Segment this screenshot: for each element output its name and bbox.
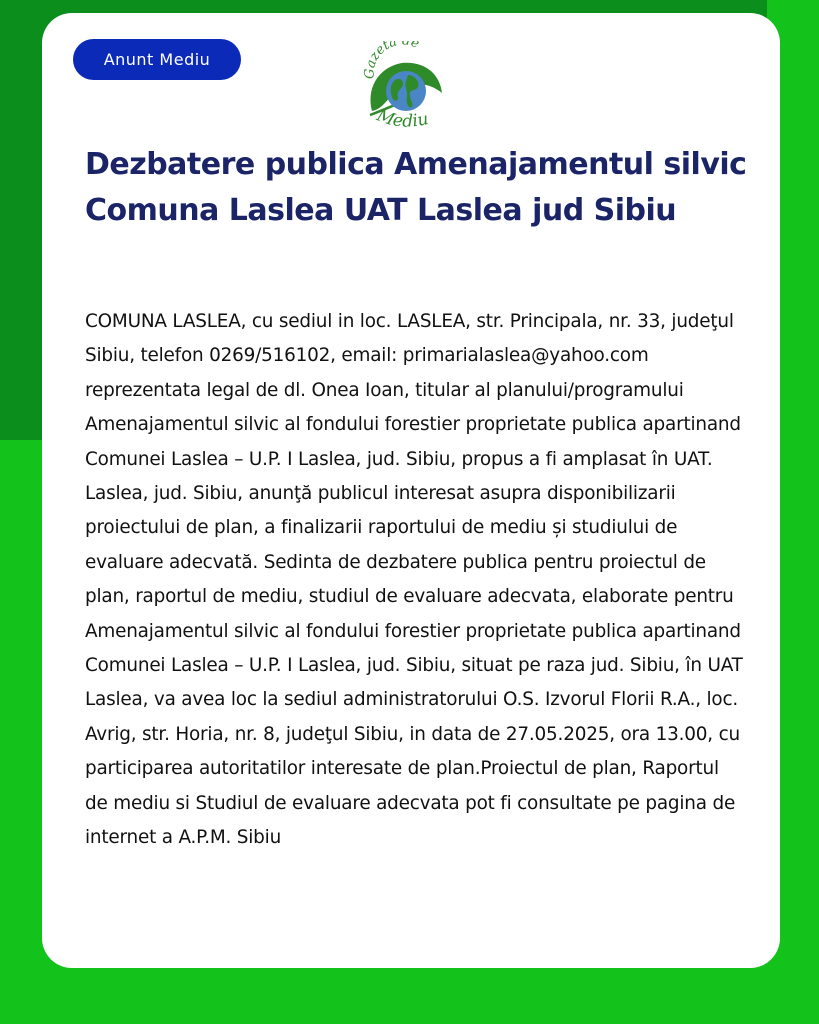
announcement-card: [42, 13, 780, 968]
gazeta-de-mediu-logo: [356, 41, 448, 131]
logo-graphic: [356, 41, 448, 131]
logo-text-top: Gazeta de: [362, 41, 422, 80]
logo-text-bottom: Mediu: [374, 105, 431, 131]
category-badge[interactable]: Anunt Mediu: [73, 39, 241, 80]
article-body: COMUNA LASLEA, cu sediul in loc. LASLEA, str. Principala, nr. 33, judeţul Sibiu, telefon 0269/516102, email: primarialaslea@yahoo.com reprezentata legal de dl. Onea Ioan, titular al planului/programului Amenajamentul silvic al fondului forestier proprietate publica apartinand Comunei Laslea – U.P. I Laslea, jud. Sibiu, propus a fi amplasat în UAT. Laslea, jud. Sibiu, anunţă publicul interesat asupra disponibilizarii proiectului de plan, a finalizarii raportului de mediu și studiului de evaluare adecvată. Sedinta de dezbatere publica pentru proiectul de plan, raportul de mediu, studiul de evaluare adecvata, elaborate pentru Amenajamentul silvic al fondului forestier proprietate publica apartinand Comunei Laslea – U.P. I Laslea, jud. Sibiu, situat pe raza jud. Sibiu, în UAT Laslea, va avea loc la sediul administratorului O.S. Izvorul Florii R.A., loc. Avrig, str. Horia, nr. 8, judeţul Sibiu, in data de 27.05.2025, ora 13.00, cu participarea autoritatilor interesate de plan.Proiectul de plan, Raportul de mediu si Studiul de evaluare adecvata pot fi consultate pe pagina de internet a A.P.M. Sibiu: [85, 311, 743, 849]
article-title: Dezbatere publica Amenajamentul silvic Comuna Laslea UAT Laslea jud Sibiu: [85, 147, 747, 228]
